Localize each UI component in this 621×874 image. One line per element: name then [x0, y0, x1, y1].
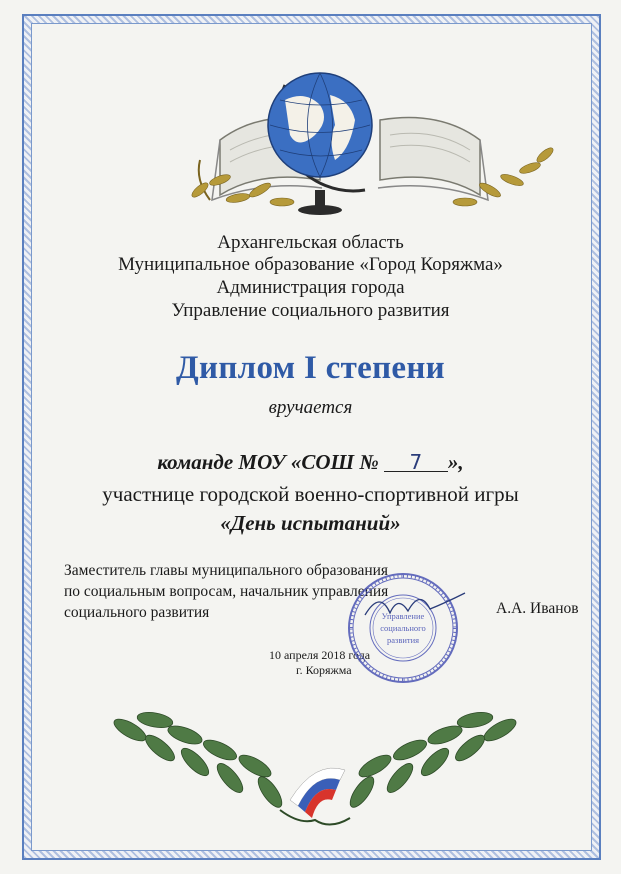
header-department: Управление социального развития	[171, 300, 450, 321]
signer-name: А.А. Иванов	[496, 600, 579, 617]
stamp-text-line2: социального	[380, 623, 426, 633]
globe-book-emblem-icon	[190, 40, 560, 220]
handwritten-signature-icon	[360, 585, 470, 625]
signer-title-line1: Заместитель главы муниципального образования	[64, 562, 389, 579]
diploma-title: Диплом I степени	[176, 350, 445, 386]
signer-title-line3: социального развития	[64, 604, 210, 621]
header-administration: Администрация города	[216, 277, 405, 298]
stamp-text-line1: Управление	[381, 611, 425, 621]
game-name: «День испытаний»	[220, 511, 401, 535]
team-number-field: 7	[384, 453, 448, 472]
awarded-text: вручается	[268, 397, 353, 418]
issue-date: 10 апреля 2018 года	[269, 648, 371, 662]
team-prefix: команде МОУ «СОШ №	[157, 450, 384, 474]
stamp-text-line3: развития	[386, 635, 420, 645]
header-region: Архангельская область	[217, 232, 404, 253]
header-municipality: Муниципальное образование «Город Коряжма»	[118, 254, 503, 275]
issue-city: г. Коряжма	[296, 663, 352, 677]
team-suffix: »,	[447, 450, 464, 474]
participant-text: участнице городской военно-спортивной игры	[102, 482, 519, 506]
signer-title-line2: по социальным вопросам, начальник управления	[64, 583, 389, 600]
laurel-wreath-icon	[100, 700, 530, 840]
team-line	[0, 450, 621, 475]
